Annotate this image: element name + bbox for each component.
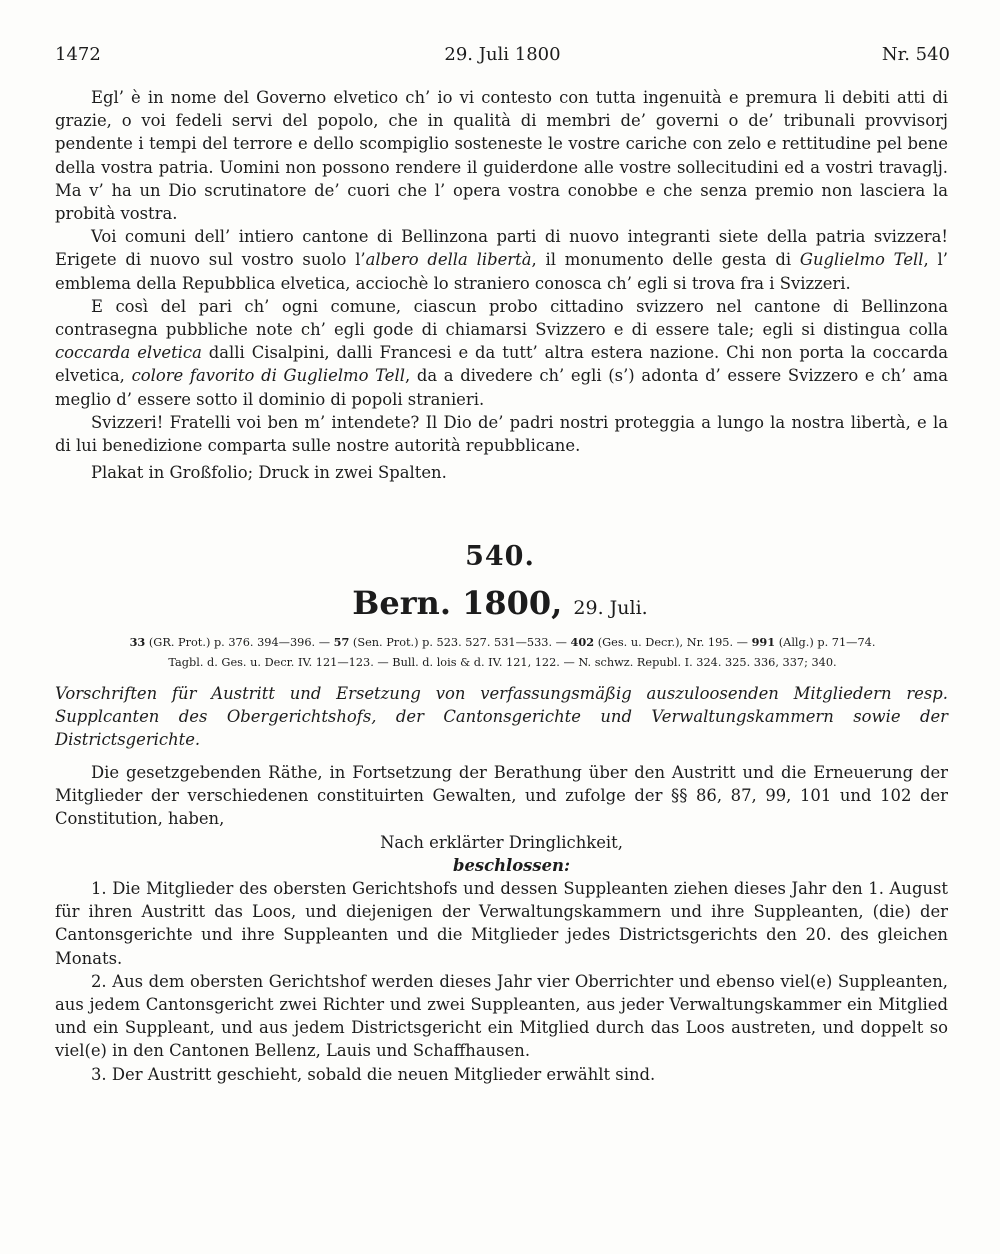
source-line-2: Tagbl. d. Ges. u. Decr. IV. 121—123. — Bull. d. lois & d. IV. 121, 122. — N. schwz. Republ. I. 324. 325. 336, 337; 340. xyxy=(168,656,837,669)
document-number: Nr. 540 xyxy=(881,44,950,65)
urgency-line: Nach erklärter Dringlichkeit, xyxy=(380,832,623,852)
header-date: 29. Juli 1800 xyxy=(444,44,561,65)
paragraph-communes: Voi comuni dell’ intiero cantone di Bellinzona parti di nuovo integranti siete della patria svizzera! Erigete di nuovo sul vostro suolo l’albero della libertà, il monumento delle gesta di Guglielmo Tell, l’ emblema della Repubblica elvetica, acciochè lo straniero conosca ch’ egli si trova fra i Svizzeri. xyxy=(55,227,949,293)
article-3: 3. Der Austritt geschieht, sobald die neuen Mitglieder erwählt sind. xyxy=(91,1064,656,1084)
source-archive-number: 402 xyxy=(570,635,595,649)
section-title xyxy=(0,584,1000,622)
source-reference-text: (Ges. u. Decr.), Nr. 195. — xyxy=(594,636,752,649)
source-archive-number: 33 xyxy=(129,635,146,649)
section-place-year: Bern. 1800, xyxy=(352,584,563,622)
german-resolution-text xyxy=(55,761,948,1086)
source-line-1 xyxy=(55,632,950,653)
article-2: 2. Aus dem obersten Gerichtshof werden dieses Jahr vier Oberrichter und ebenso viel(e) Suppleanten, aus jedem Cantonsgericht zwei Richter und zwei Suppleanten, aus jeder Verwaltungskammer ein Mitglied und ein Suppleant, und aus jedem Districtsgericht ein Mitglied durch das Loos austreten, und doppelt so viel(e) in den Cantonen Bellenz, Lauis und Schaffhausen. xyxy=(55,971,948,1061)
source-reference-text: (Sen. Prot.) p. 523. 527. 531—533. — xyxy=(349,636,571,649)
print-note: Plakat in Großfolio; Druck in zwei Spalten. xyxy=(91,463,447,483)
page-header xyxy=(55,44,950,74)
source-reference-text: (GR. Prot.) p. 376. 394—396. — xyxy=(145,636,334,649)
page-number: 1472 xyxy=(55,44,101,65)
resolved-line: beschlossen: xyxy=(453,855,571,875)
italian-proclamation-text xyxy=(55,86,948,484)
resolution-intro: Die gesetzgebenden Räthe, in Fortsetzung der Berathung über den Austritt und die Erneuerung der Mitglieder der verschiedenen constituirten Gewalten, und zufolge der §§ 86, 87, 99, 101 und 102 der Constitution, haben, xyxy=(55,763,948,829)
paragraph-thanks: Egl’ è in nome del Governo elvetico ch’ io vi contesto con tutta ingenuità e premura li debiti atti di grazie, o voi fedeli servi del popolo, che in qualità di membri de’ governi o de’ tribunali provvisorj pendente i tempi del terrore e dello scompiglio sosteneste le vostre cariche con zelo e rettitudine pel bene della vostra patria. Uomini non possono rendere il guiderdone alle vostre sollecitudini ed a vostri travaglj. Ma v’ ha un Dio scrutinatore de’ cuori che l’ opera vostra conobbe e che senza premio non lasciera la probità vostra. xyxy=(55,88,948,224)
source-archive-number: 991 xyxy=(751,635,776,649)
article-1: 1. Die Mitglieder des obersten Gerichtshofs und dessen Suppleanten ziehen dieses Jahr den 1. August für ihren Austritt das Loos, und diejenigen der Verwaltungskammern und ihre Suppleanten, (die) der Cantonsgerichte und ihre Suppleanten und die Mitglieder jedes Districtsgerichts den 20. des gleichen Monats. xyxy=(55,879,948,968)
paragraph-closing: Svizzeri! Fratelli voi ben m’ intendete? Il Dio de’ padri nostri proteggia a lungo la nostra libertà, e la di lui benedizione comparta sulle nostre autorità repubblicane. xyxy=(55,412,948,456)
source-references xyxy=(55,632,950,673)
paragraph-cockade: E così del pari ch’ ogni comune, ciascun probo cittadino svizzero nel cantone di Bellinzona contrasegna pubbliche note ch’ egli gode di chiamarsi Svizzero e di essere tale; egli si distingua colla coccarda elvetica dalli Cisalpini, dalli Francesi e da tutt’ altra estera nazione. Chi non porta la coccarda elvetica, colore favorito di Guglielmo Tell, da a divedere ch’ egli (s’) adonta d’ essere Svizzero e ch’ ama meglio d’ essere sotto il dominio di popoli stranieri. xyxy=(55,296,948,409)
section-day: 29. Juli. xyxy=(573,597,648,619)
source-archive-number: 57 xyxy=(333,635,350,649)
section-summary: Vorschriften für Austritt und Ersetzung von verfassungsmäßig auszuloosenden Mitgliedern resp. Supplcanten des Obergerichtshofs, der Cantonsgerichte und Verwaltungskammern sowie der Districtsgerichte. xyxy=(55,684,948,750)
source-reference-text: (Allg.) p. 71—74. xyxy=(775,636,876,649)
section-number: 540. xyxy=(465,541,535,572)
